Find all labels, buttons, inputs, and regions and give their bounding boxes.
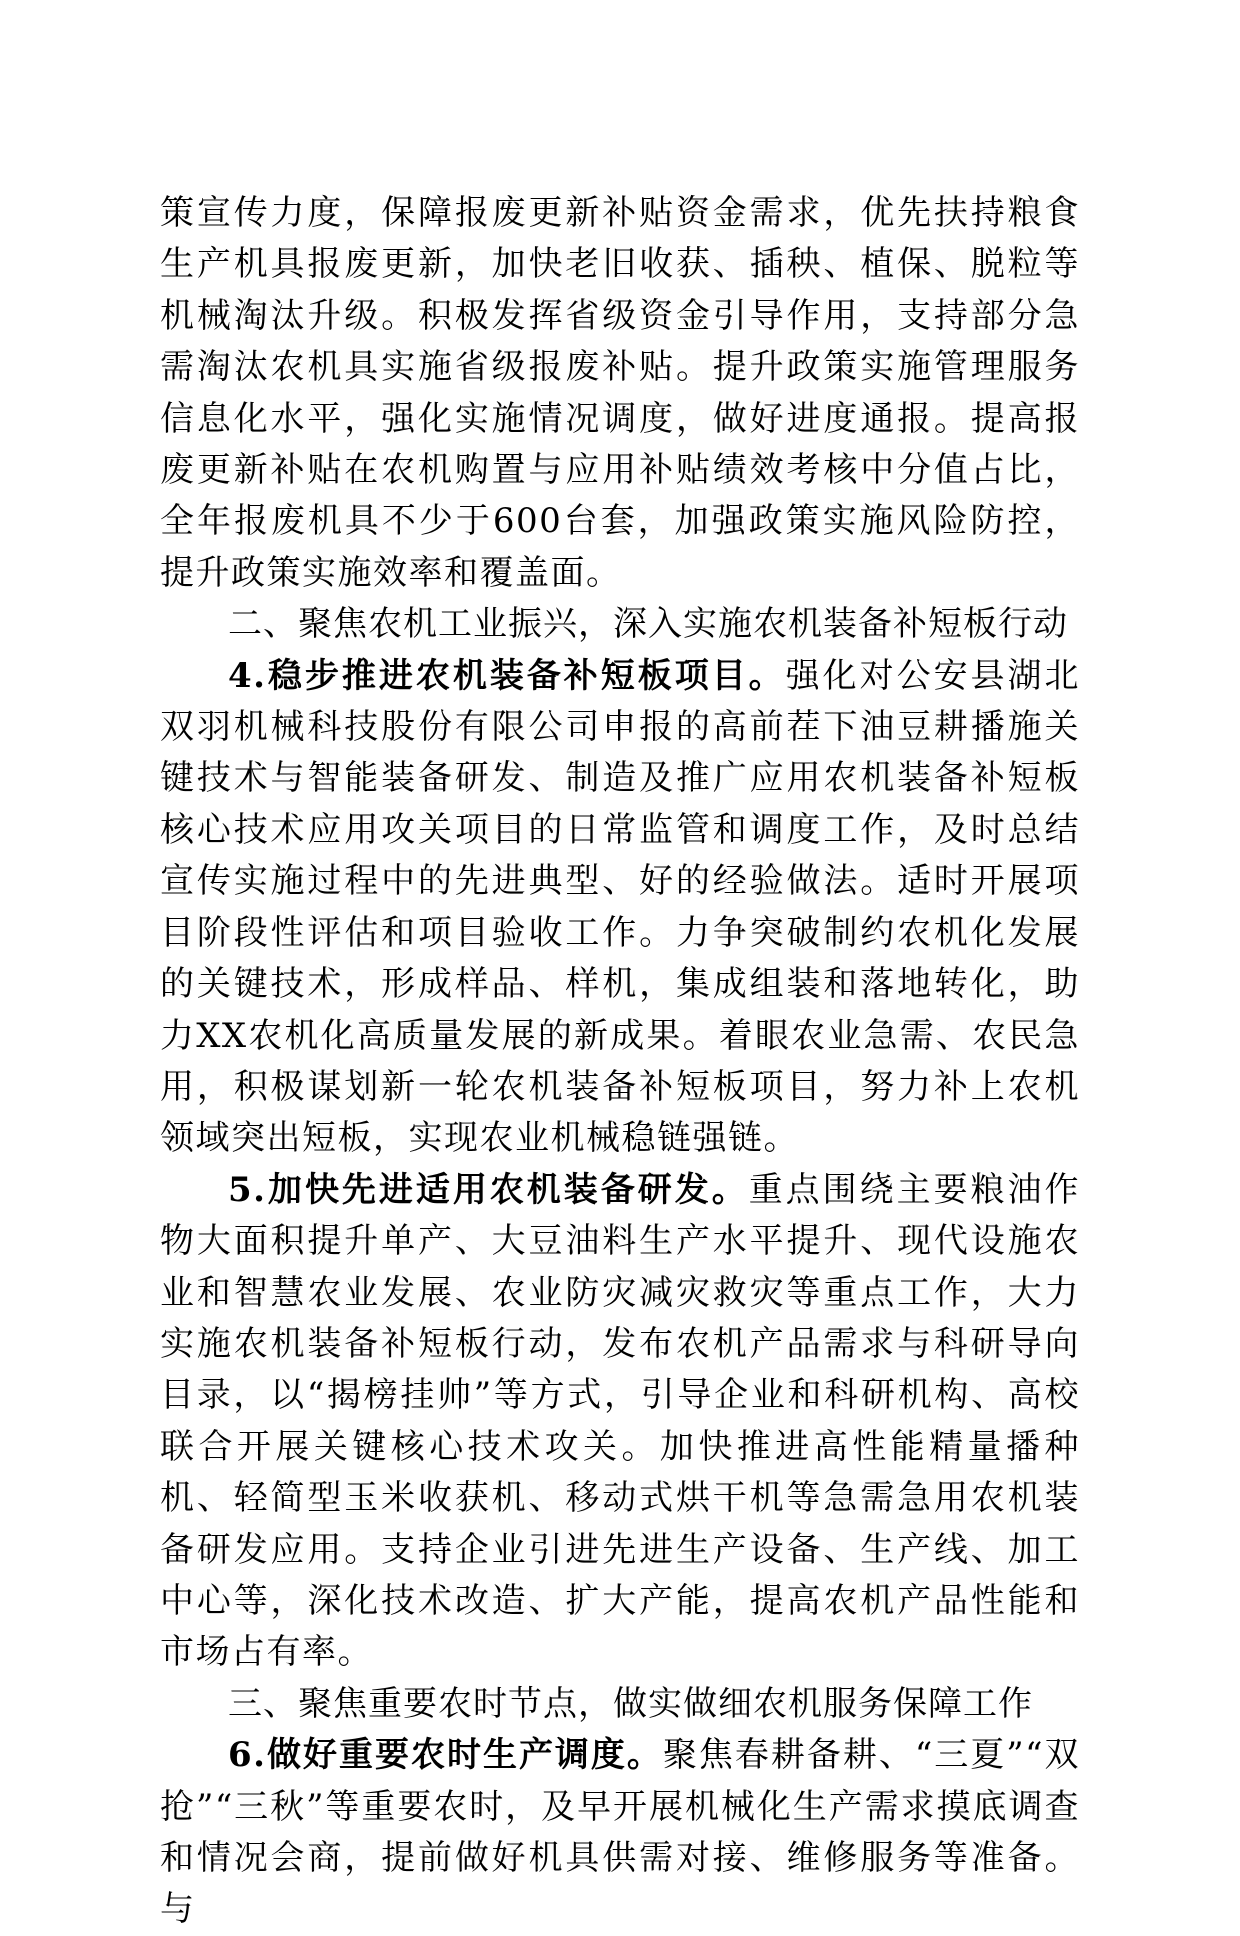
paragraph-item-6: [160, 1730, 1080, 1936]
paragraph-item-4: [160, 651, 1080, 1165]
item-6-lead: 6.做好重要农时生产调度。: [228, 1735, 663, 1776]
item-6-body: 聚焦春耕备耕、“三夏”“双抢”“三秋”等重要农时，及早开展机械化生产需求摸底调查和情况会商，提前做好机具供需对接、维修服务等准备。与: [160, 1735, 1080, 1930]
item-4-lead: 4.稳步推进农机装备补短板项目。: [228, 655, 786, 696]
item-5-body: 重点围绕主要粮油作物大面积提升单产、大豆油料生产水平提升、现代设施农业和智慧农业发展、农业防灾减灾救灾等重点工作，大力实施农机装备补短板行动，发布农机产品需求与科研导向目录，以“揭榜挂帅”等方式，引导企业和科研机构、高校联合开展关键核心技术攻关。加快推进高性能精量播种机、轻简型玉米收获机、移动式烘干机等急需急用农机装备研发应用。支持企业引进先进生产设备、生产线、加工中心等，深化技术改造、扩大产能，提高农机产品性能和市场占有率。: [160, 1169, 1081, 1673]
item-4-body: 强化对公安县湖北双羽机械科技股份有限公司申报的高前茬下油豆耕播施关键技术与智能装备研发、制造及推广应用农机装备补短板核心技术应用攻关项目的日常监管和调度工作，及时总结宣传实施过程中的先进典型、好的经验做法。适时开展项目阶段性评估和项目验收工作。力争突破制约农机化发展的关键技术，形成样品、样机，集成组装和落地转化，助力XX农机化高质量发展的新成果。着眼农业急需、农民急用，积极谋划新一轮农机装备补短板项目，努力补上农机领域突出短板，实现农业机械稳链强链。: [160, 655, 1080, 1159]
section-heading-2: 二、聚焦农机工业振兴，深入实施农机装备补短板行动: [228, 604, 1068, 645]
paragraph-item-5: [160, 1165, 1080, 1679]
item-5-lead: 5.加快先进适用农机装备研发。: [228, 1169, 749, 1210]
section-heading-3: 三、聚焦重要农时节点，做实做细农机服务保障工作: [228, 1683, 1033, 1724]
document-page: [160, 188, 1080, 1936]
paragraph-subsidy-policy: 策宣传力度，保障报废更新补贴资金需求，优先扶持粮食生产机具报废更新，加快老旧收获、插秧、植保、脱粒等机械淘汰升级。积极发挥省级资金引导作用，支持部分急需淘汰农机具实施省级报废补贴。提升政策实施管理服务信息化水平，强化实施情况调度，做好进度通报。提高报废更新补贴在农机购置与应用补贴绩效考核中分值占比，全年报废机具不少于600台套，加强政策实施风险防控，提升政策实施效率和覆盖面。: [160, 193, 1080, 593]
